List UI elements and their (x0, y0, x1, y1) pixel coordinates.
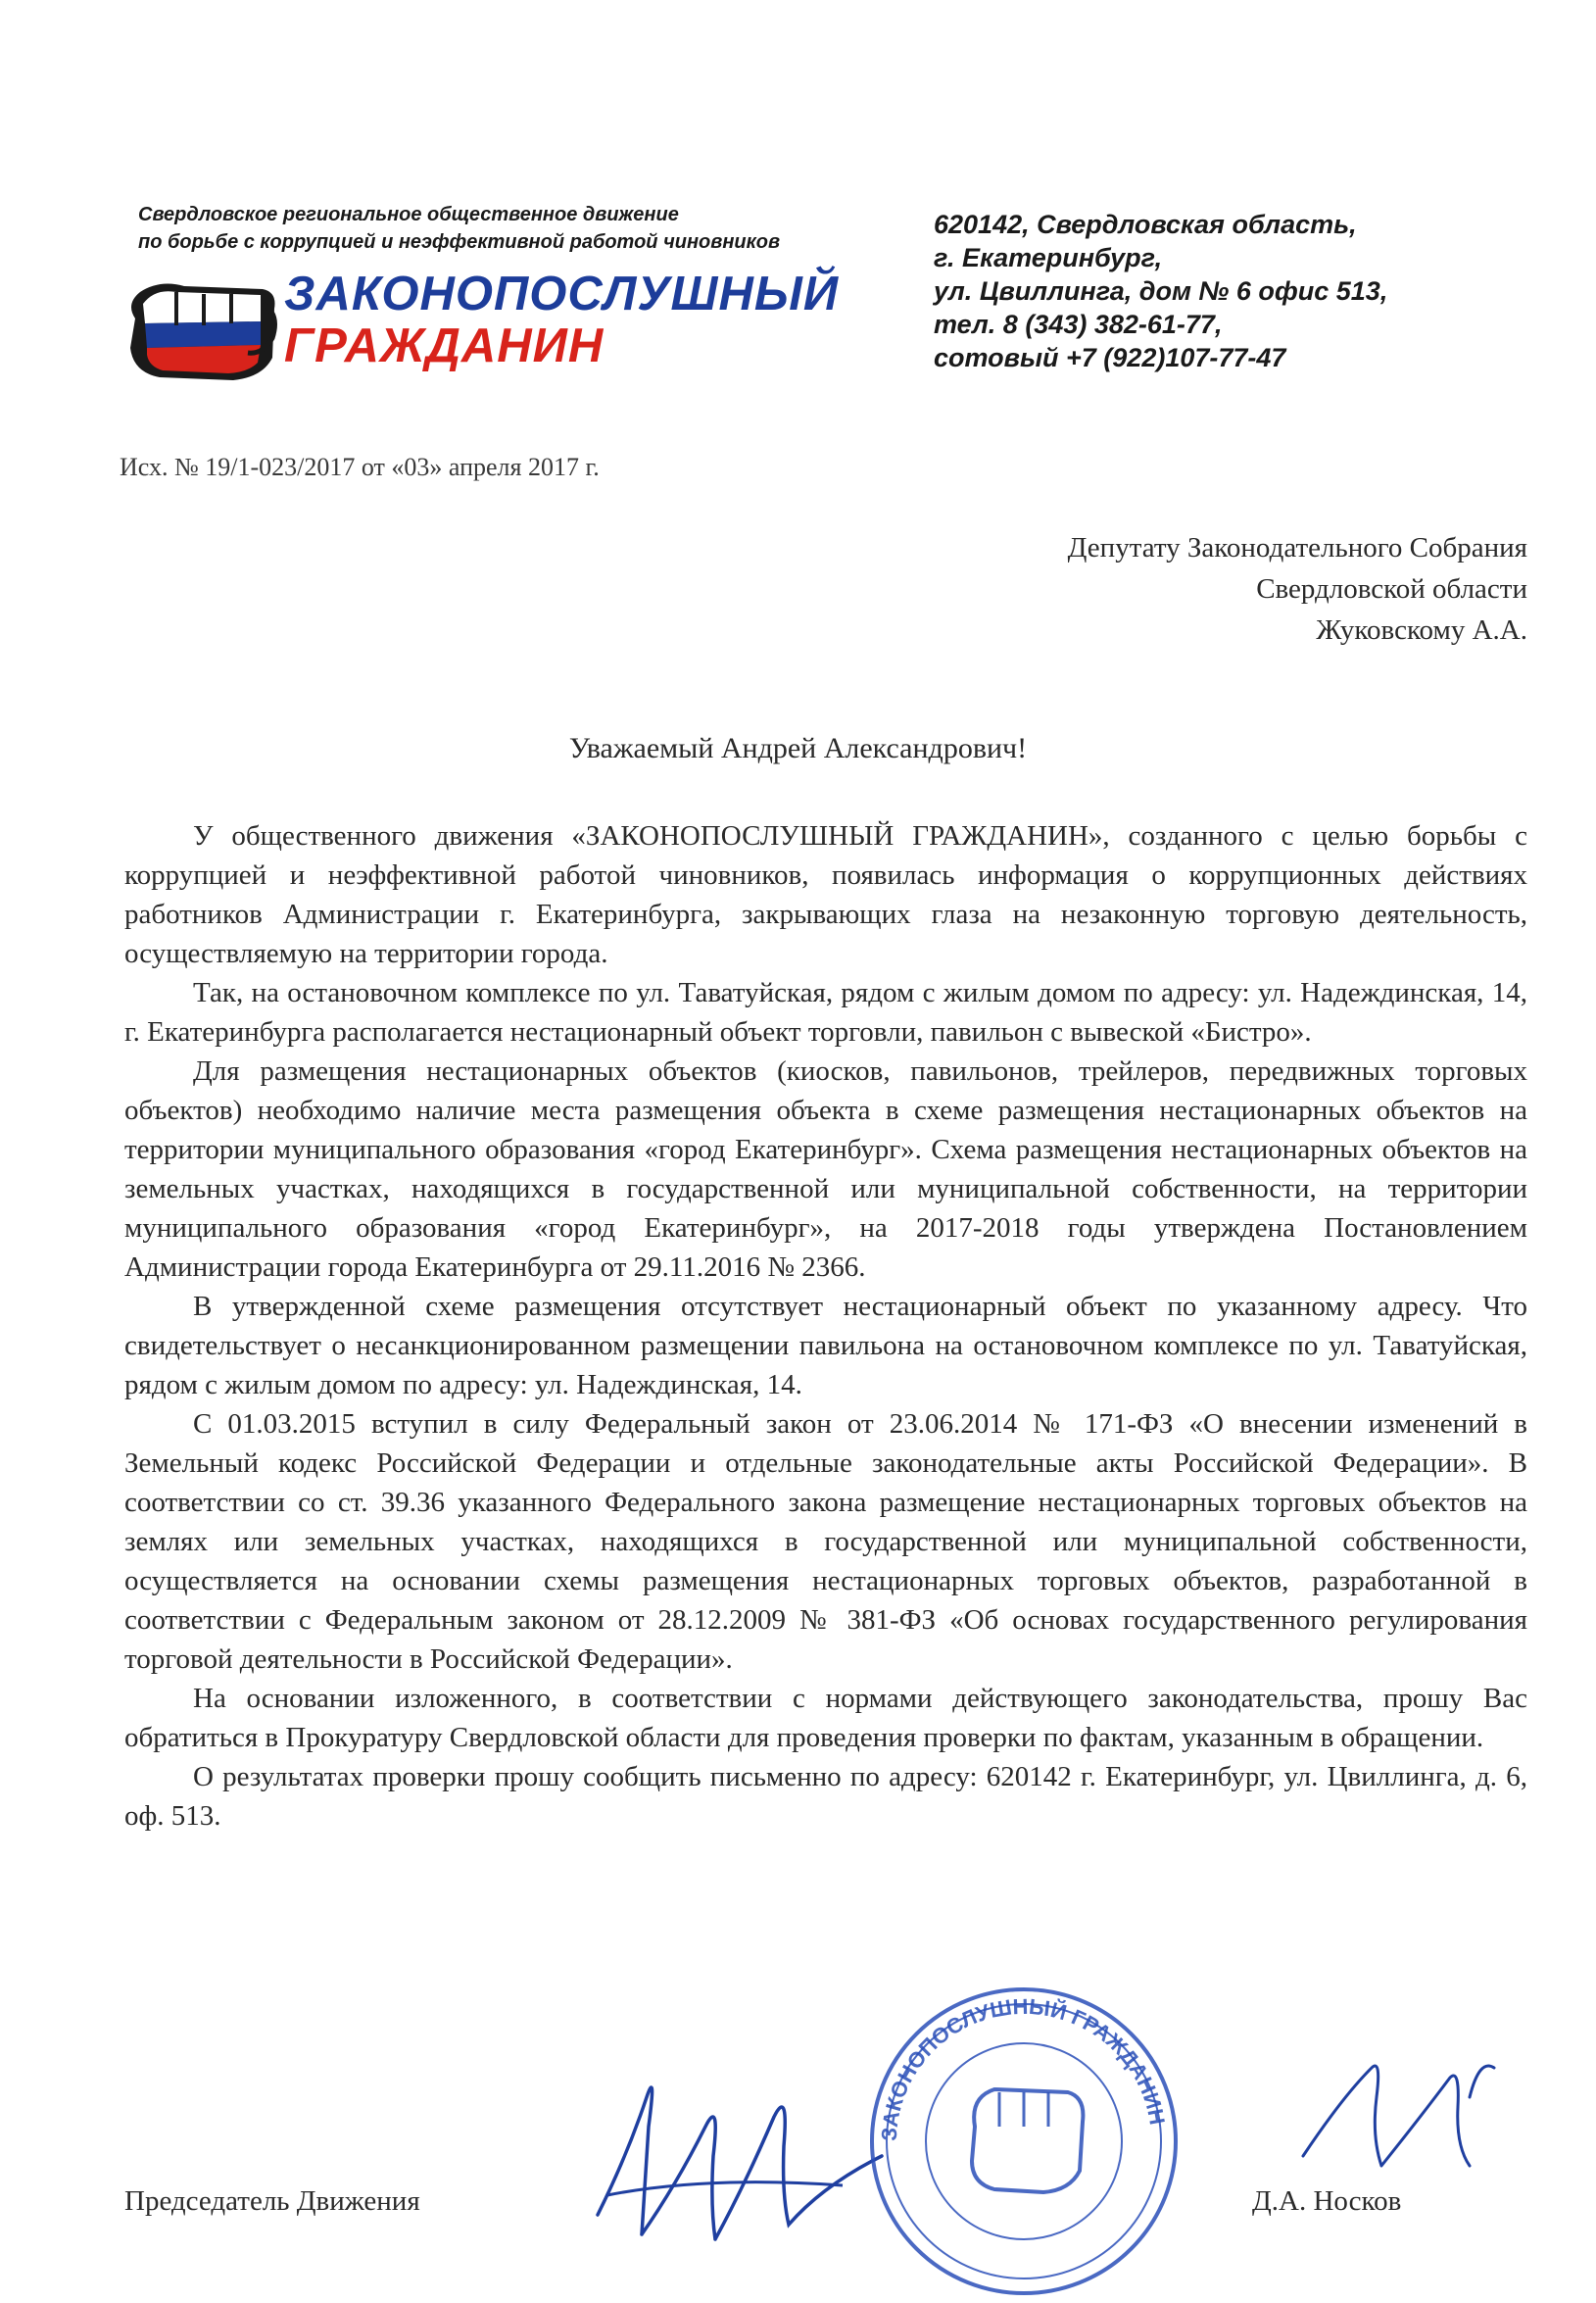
body-paragraph: Так, на остановочном комплексе по ул. Таватуйская, рядом с жилым домом по адресу: ул. Надеждинская, 14, г. Екатеринбурга располагается нестационарный объект торговли, павильон с вывеской «Бистро». (124, 977, 1527, 1048)
org-subtitle-line: по борьбе с коррупцией и неэффективной работой чиновников (138, 231, 781, 253)
recipient-line: Жуковскому А.А. (1316, 614, 1527, 646)
address-line: тел. 8 (343) 382-61-77, (934, 310, 1223, 339)
handwritten-initials (1283, 2038, 1509, 2185)
org-address (934, 208, 1522, 374)
round-stamp (862, 1980, 1185, 2303)
handwritten-signature (588, 2038, 901, 2254)
body-paragraph: На основании изложенного, в соответствии с нормами действующего законодательства, прошу Вас обратиться в Прокуратуру Свердловской области для проведения проверки по фактам, указанным в обращении. (124, 1683, 1527, 1753)
stamp-ring-text: ЗАКОНОПОСЛУШНЫЙ ГРАЖДАНИН (876, 1993, 1170, 2142)
address-line: ул. Цвиллинга, дом № 6 офис 513, (934, 276, 1388, 306)
recipient-line: Свердловской области (1256, 573, 1527, 605)
body-paragraph: Для размещения нестационарных объектов (киосков, павильонов, трейлеров, передвижных торговых объектов) необходимо наличие места размещения объекта в схеме размещения нестационарных объектов на территории муниципального образования «город Екатеринбург». Схема размещения нестационарных объектов на земельных участках, находящихся в государственной или муниципальной собственности, на территории муниципального образования «город Екатеринбург», на 2017-2018 годы утверждена Постановлением Администрации города Екатеринбурга от 29.11.2016 № 2366. (124, 1055, 1527, 1283)
greeting: Уважаемый Андрей Александрович! (568, 732, 1028, 764)
org-subtitle (138, 201, 824, 256)
body-paragraph: О результатах проверки прошу сообщить письменно по адресу: 620142 г. Екатеринбург, ул. Цвиллинга, д. 6, оф. 513. (124, 1761, 1527, 1832)
address-line: сотовый +7 (922)107-77-47 (934, 343, 1286, 372)
signatory-name: Д.А. Носков (1252, 2185, 1402, 2217)
body-paragraph: В утвержденной схеме размещения отсутствует нестационарный объект по указанному адресу. Что свидетельствует о несанкционированном размещении павильона на остановочном комплексе по ул. Таватуйская, рядом с жилым домом по адресу: ул. Надеждинская, 14. (124, 1291, 1527, 1400)
fist-flag-icon (116, 265, 282, 387)
recipient-line: Депутату Законодательного Собрания (1067, 532, 1527, 564)
body-paragraph: У общественного движения «ЗАКОНОПОСЛУШНЫЙ ГРАЖДАНИН», созданного с целью борьбы с коррупцией и неэффективной работой чиновников, появилась информация о коррупционных действиях работников Администрации г. Екатеринбурга, закрывающих глаза на незаконную торговую деятельность, осуществляемую на территории города. (124, 820, 1527, 969)
address-line: 620142, Свердловская область, (934, 210, 1357, 239)
outgoing-number: Исх. № 19/1-023/2017 от «03» апреля 2017 г. (120, 453, 600, 481)
letter-body (124, 816, 1527, 1836)
logo-word-lawful: ЗАКОНОПОСЛУШНЫЙ (284, 268, 840, 320)
address-line: г. Екатеринбург, (934, 243, 1163, 272)
recipient-block (842, 527, 1527, 651)
signatory-title: Председатель Движения (124, 2185, 420, 2217)
logo-word-citizen: ГРАЖДАНИН (284, 319, 605, 372)
org-subtitle-line: Свердловское региональное общественное движение (138, 204, 679, 225)
body-paragraph: С 01.03.2015 вступил в силу Федеральный закон от 23.06.2014 № 171-ФЗ «О внесении изменений в Земельный кодекс Российской Федерации и отдельные законодательные акты Российской Федерации». В соответствии со ст. 39.36 указанного Федерального закона размещение нестационарных торговых объектов на землях или земельных участках, находящихся в государственной или муниципальной собственности, осуществляется на основании схемы размещения нестационарных торговых объектов, разработанной в соответствии с Федеральным законом от 28.12.2009 № 381-ФЗ «Об основах государственного регулирования торговой деятельности в Российской Федерации». (124, 1408, 1527, 1675)
